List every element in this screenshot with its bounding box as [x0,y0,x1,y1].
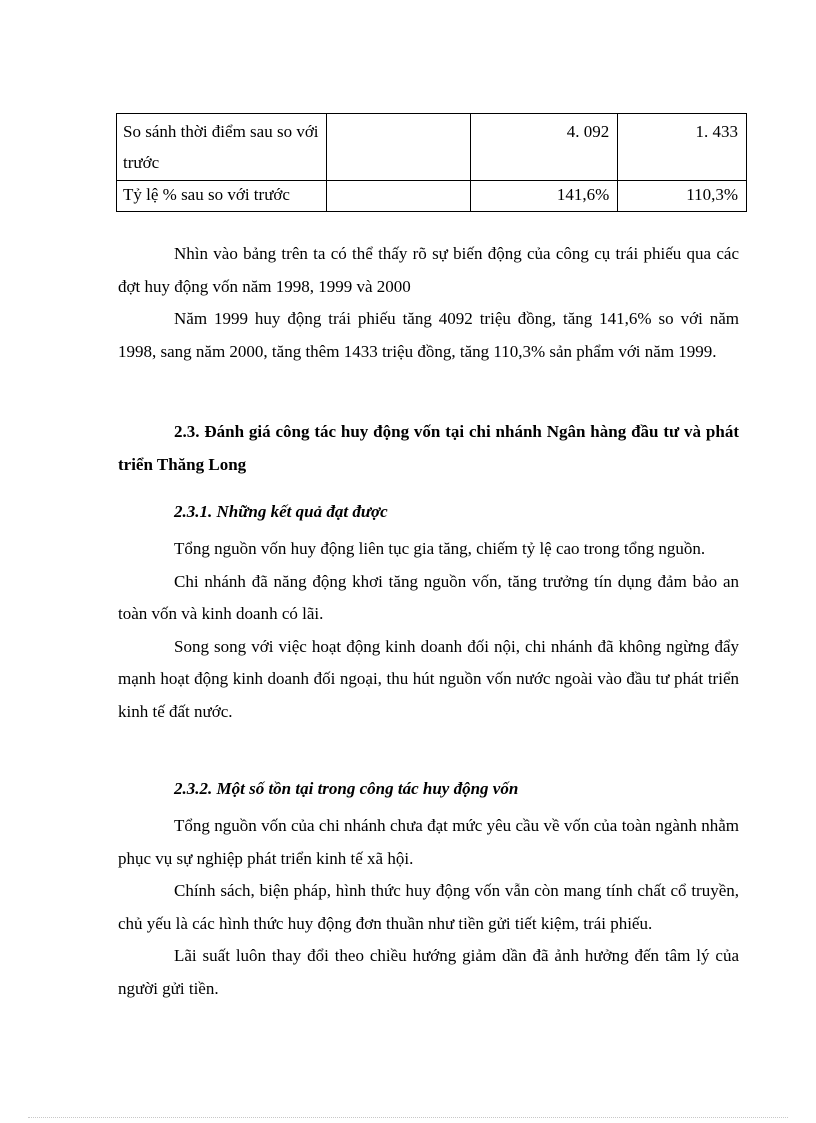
paragraph: Tổng nguồn vốn huy động liên tục gia tăng, chiếm tỷ lệ cao trong tổng nguồn. [174,539,706,558]
table-row [117,114,747,181]
paragraph: Chính sách, biện pháp, hình thức huy động vốn vẫn còn mang tính chất cổ truyền, chủ yếu là các hình thức huy động đơn thuần như tiền gửi tiết kiệm, trái phiếu. [118,881,739,933]
table-cell-value: 141,6% [470,181,618,212]
paragraph: Năm 1999 huy động trái phiếu tăng 4092 triệu đồng, tăng 141,6% so với năm 1998, sang năm 2000, tăng thêm 1433 triệu đồng, tăng 110,3% sản phẩm với năm 1999. [118,309,739,361]
achievements-subheading-block [118,496,739,529]
subsection-heading: 2.3.2. Một số tồn tại trong công tác huy động vốn [174,779,519,798]
paragraph: Tổng nguồn vốn của chi nhánh chưa đạt mức yêu cầu về vốn của toàn ngành nhằm phục vụ sự nghiệp phát triển kinh tế xã hội. [118,816,739,868]
section-heading: 2.3. Đánh giá công tác huy động vốn tại chi nhánh Ngân hàng đầu tư và phát triển Thăng Long [118,422,739,474]
paragraph: Song song với việc hoạt động kinh doanh đối nội, chi nhánh đã không ngừng đẩy mạnh hoạt động kinh doanh đối ngoại, thu hút nguồn vốn nước ngoài vào đầu tư phát triển kinh tế đất nước. [118,636,739,721]
subsection-heading: 2.3.1. Những kết quả đạt được [174,502,388,521]
table-cell-label: Tỷ lệ % sau so với trước [117,181,327,212]
footer-divider [28,1117,788,1118]
bond-comparison-table [116,113,747,212]
table-cell-empty [327,181,470,212]
table-cell-empty [327,114,470,181]
achievements-section [118,533,739,728]
table-cell-value: 4. 092 [470,114,618,181]
table-row [117,181,747,212]
paragraph: Chi nhánh đã năng động khơi tăng nguồn vốn, tăng trưởng tín dụng đảm bảo an toàn vốn và kinh doanh có lãi. [118,571,739,623]
paragraph: Nhìn vào bảng trên ta có thể thấy rõ sự biến động của công cụ trái phiếu qua các đợt huy động vốn năm 1998, 1999 và 2000 [118,244,739,296]
paragraph: Lãi suất luôn thay đổi theo chiều hướng giảm dần đã ảnh hưởng đến tâm lý của người gửi tiền. [118,946,739,998]
analysis-section [118,238,739,368]
shortcomings-section [118,810,739,1005]
shortcomings-subheading-block [118,773,739,806]
evaluation-heading-block [118,416,739,481]
table-cell-label: So sánh thời điểm sau so với trước [117,114,327,181]
table-cell-value: 110,3% [618,181,747,212]
table-cell-value: 1. 433 [618,114,747,181]
